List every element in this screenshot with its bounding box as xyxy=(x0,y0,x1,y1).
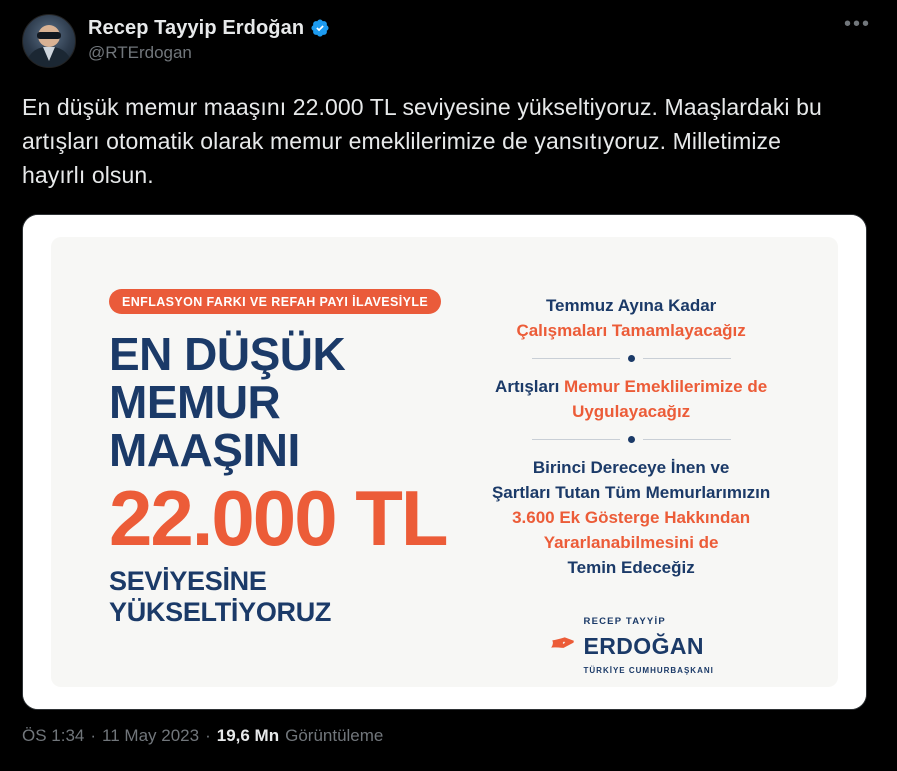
tweet-media[interactable] xyxy=(22,214,867,710)
poster-inner xyxy=(51,237,838,687)
tweet-date: 11 May 2023 xyxy=(102,726,200,745)
poster-image xyxy=(23,215,866,709)
separator-line-right-2 xyxy=(643,439,731,440)
tweet-time: ÖS 1:34 xyxy=(22,726,85,745)
poster-subline: SEVİYESİNE YÜKSELTİYORUZ xyxy=(109,566,332,627)
separator-line-left-2 xyxy=(532,439,620,440)
separator-dot xyxy=(628,355,635,362)
signature-role: TÜRKİYE CUMHURBAŞKANI xyxy=(583,666,714,675)
bullet-2-line1 xyxy=(474,374,788,399)
poster-bullet-2 xyxy=(470,374,792,424)
poster-amount: 22.000 TL xyxy=(109,474,447,562)
separator-line-left xyxy=(532,358,620,359)
poster-signature xyxy=(470,606,792,683)
author-handle[interactable]: @RTErdogan xyxy=(88,43,192,62)
poster-headline-line1: EN DÜŞÜK xyxy=(109,328,346,380)
bullet-3-line4: Yararlanabilmesini de xyxy=(543,533,719,552)
tweet-text: En düşük memur maaşını 22.000 TL seviyesine yükseltiyoruz. Maaşlardaki bu artışları otomatik olarak memur emeklilerimize de yansıtıyoruz. Milletimize hayırlı olsun. xyxy=(22,94,822,188)
signature-name: ERDOĞAN xyxy=(583,633,704,659)
signature-small-text: RECEP TAYYİP xyxy=(583,616,666,627)
bullet-3-line3: 3.600 Ek Gösterge Hakkından xyxy=(512,508,751,527)
separator-line-right xyxy=(643,358,731,359)
bullet-2-line2: Uygulayacağız xyxy=(572,402,691,421)
poster-badge: ENFLASYON FARKI VE REFAH PAYI İLAVESİYLE xyxy=(109,289,441,314)
bullet-3-line1: Birinci Dereceye İnen ve xyxy=(532,458,730,477)
bullet-1-line2: Çalışmaları Tamamlayacağız xyxy=(516,321,746,340)
author-display-name[interactable]: Recep Tayyip Erdoğan xyxy=(88,17,305,39)
views-count: 19,6 Mn xyxy=(216,726,280,745)
more-options-icon[interactable]: ••• xyxy=(843,13,871,35)
signature-text xyxy=(584,606,714,683)
bullet-2-line1-accent: Memur Emeklilerimize de xyxy=(564,377,768,396)
bullet-1-line1: Temmuz Ayına Kadar xyxy=(545,296,717,315)
bullet-separator-2 xyxy=(470,436,792,443)
separator-dot-2 xyxy=(628,436,635,443)
bullet-3-line5: Temin Edeceğiz xyxy=(567,558,695,577)
poster-bullet-3 xyxy=(470,455,792,580)
tweet-footer xyxy=(22,726,875,746)
bullet-2-line1-dark: Artışları xyxy=(495,377,565,396)
author-block xyxy=(88,14,330,63)
tweet-header xyxy=(22,10,875,68)
poster-right-column xyxy=(460,237,838,687)
signature-mark-icon: ✒ xyxy=(546,625,576,663)
poster-bullet-1 xyxy=(470,293,792,343)
views-label: Görüntüleme xyxy=(285,726,384,745)
avatar-glasses xyxy=(37,32,61,39)
avatar[interactable] xyxy=(22,14,76,68)
poster-left-column xyxy=(51,237,460,687)
verified-badge-icon xyxy=(310,18,330,38)
author-name-line xyxy=(88,16,330,40)
footer-separator-1: · xyxy=(90,726,97,745)
footer-separator-2: · xyxy=(205,726,211,745)
poster-headline xyxy=(109,330,460,474)
bullet-separator-1 xyxy=(470,355,792,362)
bullet-3-line2: Şartları Tutan Tüm Memurlarımızın xyxy=(491,483,771,502)
poster-headline-line2: MEMUR MAAŞINI xyxy=(109,376,300,476)
